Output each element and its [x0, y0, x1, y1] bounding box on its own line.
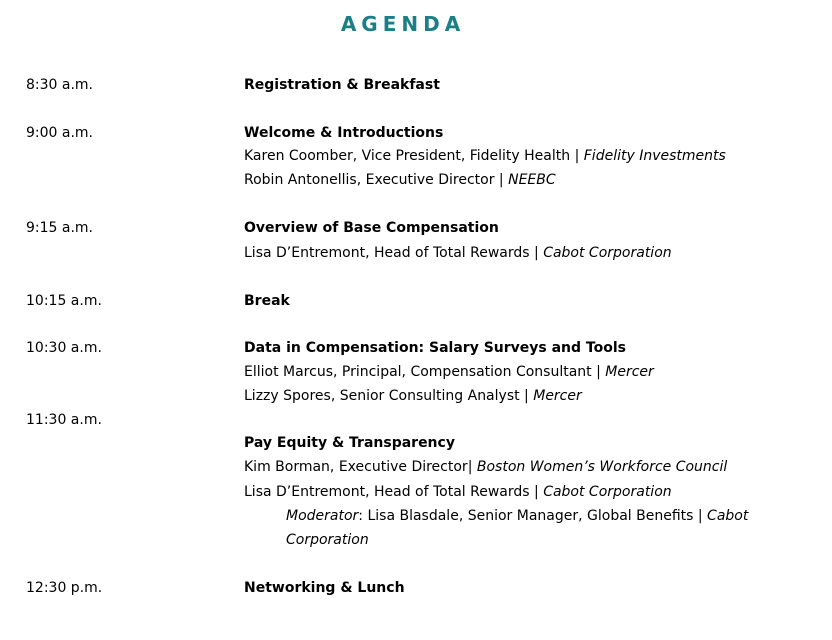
moderator-label: Moderator [286, 508, 359, 524]
session-title: Overview of Base Compensation [244, 220, 499, 236]
session-title: Networking & Lunch [244, 580, 405, 596]
session-title: Registration & Breakfast [244, 77, 440, 93]
speaker-organization: Mercer [533, 388, 582, 404]
speaker-line [244, 146, 726, 166]
speaker-line [244, 362, 654, 382]
time-label: 9:15 a.m. [26, 220, 94, 236]
time-label: 10:15 a.m. [26, 293, 102, 309]
moderator-organization: Cabot [707, 508, 749, 524]
speaker-line [244, 386, 582, 406]
speaker-organization: Fidelity Investments [583, 148, 726, 164]
session-title: Pay Equity & Transparency [244, 435, 455, 451]
speaker-name: Kim Borman, Executive Director [244, 459, 468, 475]
separator: | [467, 459, 477, 475]
speaker-organization: Mercer [605, 364, 654, 380]
speaker-name: Lizzy Spores, Senior Consulting Analyst [244, 388, 520, 404]
separator: | [529, 245, 544, 261]
speaker-organization: NEEBC [508, 172, 556, 188]
time-label: 9:00 a.m. [26, 125, 94, 141]
speaker-name: Elliot Marcus, Principal, Compensation Consultant [244, 364, 592, 380]
speaker-organization: Boston Women’s Workforce Council [476, 459, 728, 475]
time-label: 11:30 a.m. [26, 412, 102, 428]
separator: | [494, 172, 509, 188]
speaker-line [244, 457, 727, 477]
time-label: 8:30 a.m. [26, 77, 94, 93]
session-title: Welcome & Introductions [244, 125, 444, 141]
separator: | [591, 364, 606, 380]
separator: | [519, 388, 534, 404]
moderator-text: : Lisa Blasdale, Senior Manager, Global Benefits | [358, 508, 708, 524]
speaker-name: Lisa D’Entremont, Head of Total Rewards [244, 245, 530, 261]
speaker-name: Karen Coomber, Vice President, Fidelity Health [244, 148, 571, 164]
session-title: Break [244, 293, 290, 309]
speaker-organization: Cabot Corporation [543, 484, 672, 500]
time-label: 12:30 p.m. [26, 580, 103, 596]
time-label: 10:30 a.m. [26, 340, 102, 356]
agenda-title: AGENDA [340, 12, 466, 36]
moderator-line-continued [286, 530, 369, 550]
speaker-line [244, 243, 672, 263]
speaker-line [244, 170, 556, 190]
session-title: Data in Compensation: Salary Surveys and Tools [244, 340, 626, 356]
speaker-name: Lisa D’Entremont, Head of Total Rewards [244, 484, 530, 500]
speaker-name: Robin Antonellis, Executive Director [244, 172, 495, 188]
separator: | [529, 484, 544, 500]
separator: | [570, 148, 584, 164]
moderator-organization-continued: Corporation [286, 532, 369, 548]
moderator-line [286, 506, 748, 526]
speaker-organization: Cabot Corporation [543, 245, 672, 261]
speaker-line [244, 482, 672, 502]
